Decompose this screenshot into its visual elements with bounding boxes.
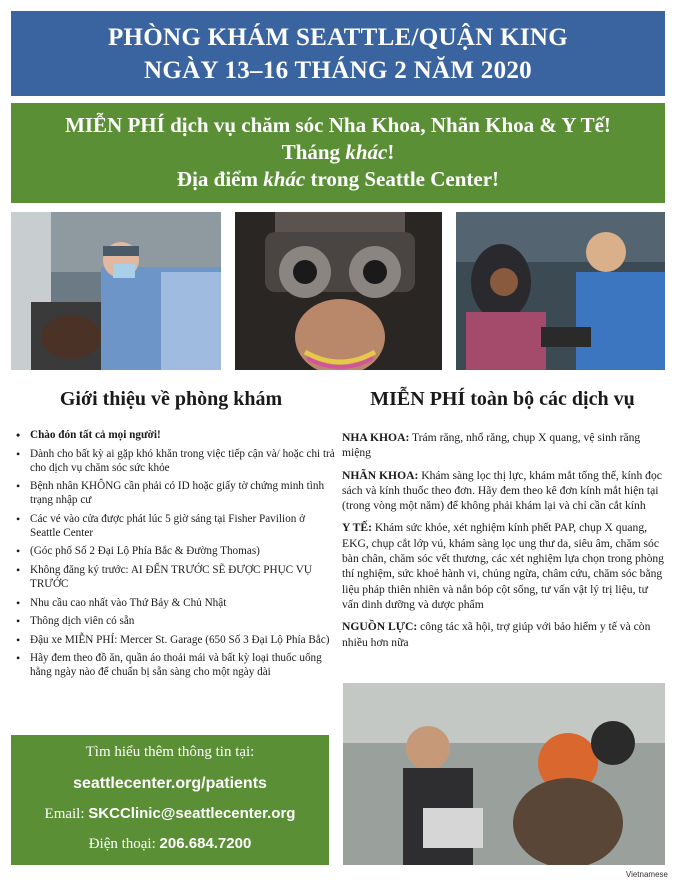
medical-services: Y TẾ: Khám sức khỏe, xét nghiệm kính phết PAP, chụp X quang, EKG, chụp cắt lớp vú, khám sàng lọc ung thư da, siêu âm, chăm sóc bàn chân, chăm sóc vết thương, các xét nghiệm lựa chọn trong phòng thí nghiệm, sức khoẻ hành vi, chủng ngừa, châm cứu, chăm sóc bằng liệu pháp thiên nhiên và nắn bóp cột sống, tư vấn vật lý trị liệu, tư vấn dinh dưỡng và dược phẩm [342,521,664,611]
services-details [342,430,664,657]
list-item: • Dành cho bất kỳ ai gặp khó khăn trong việc tiếp cận và/ hoặc chi trả cho dịch vụ chăm sóc sức khỏe [16,447,336,475]
resources-photo [343,683,665,865]
eye-exam-photo [235,212,442,370]
list-item: • Đậu xe MIỄN PHÍ: Mercer St. Garage (650 Số 3 Đại Lộ Phía Bắc) [16,633,336,647]
resources-services: NGUỒN LỰC: công tác xã hội, trợ giúp với bảo hiểm y tế và còn nhiều hơn nữa [342,620,651,649]
language-label: Vietnamese [625,870,668,879]
dental-photo [11,212,221,370]
list-item: • Hãy đem theo đồ ăn, quần áo thoải mái và bất kỳ loại thuốc uống hằng ngày nào để chuẩn bị sẵn sàng cho một ngày dài [16,651,336,679]
list-item: • Bệnh nhân KHÔNG cần phải có ID hoặc giấy tờ chứng minh tình trạng nhập cư [16,479,336,507]
list-item: • (Góc phố Số 2 Đại Lộ Phía Bắc & Đường Thomas) [16,544,336,558]
promo-line-3: Địa điểm khác trong Seattle Center! [176,167,500,191]
promo-banner [11,103,665,203]
contact-box [11,735,329,865]
list-item: • Các vé vào cửa được phát lúc 5 giờ sáng tại Fisher Pavilion ở Seattle Center [16,512,336,540]
header-title: PHÒNG KHÁM SEATTLE/QUẬN KING [107,24,569,51]
list-item: • Chào đón tất cả mọi người! [16,428,336,442]
flyer-header [11,11,665,96]
about-clinic-title: Giới thiệu về phòng khám [59,388,283,410]
list-item: • Nhu cầu cao nhất vào Thứ Bảy & Chủ Nhật [16,596,336,610]
list-item: • Không đăng ký trước: AI ĐẾN TRƯỚC SẼ ĐƯỢC PHỤC VỤ TRƯỚC [16,563,336,591]
medical-photo [456,212,665,370]
list-item: • Thông dịch viên có sẵn [16,614,336,628]
contact-intro: Tìm hiểu thêm thông tin tại: [85,744,255,760]
phone-row: Điện thoại: 206.684.7200 [88,835,252,852]
promo-line-1: MIỄN PHÍ dịch vụ chăm sóc Nha Khoa, Nhãn Khoa & Y Tế! [65,113,611,137]
header-dates: NGÀY 13–16 THÁNG 2 NĂM 2020 [144,57,532,84]
free-services-title: MIỄN PHÍ toàn bộ các dịch vụ [370,388,635,410]
phone-number: 206.684.7200 [159,835,252,852]
dental-services: NHA KHOA: Trám răng, nhổ răng, chụp X quang, vệ sinh răng miệng [342,431,641,460]
email-row: Email: SKCClinic@seattlecenter.org [44,805,296,822]
about-clinic-list [16,428,336,684]
vision-services: NHÃN KHOA: Khám sàng lọc thị lực, khám mắt tổng thể, kính đọc sách và kính thuốc theo đơn. Hãy đem theo kê đơn kính mắt hiện tại (trong vòng một năm) để không phải khám lại và chỉ cần cắt kính [342,468,662,513]
email-link[interactable]: SKCClinic@seattlecenter.org [88,805,296,822]
website-link[interactable]: seattlecenter.org/patients [73,775,267,792]
promo-line-2: Tháng khác! [281,140,395,164]
